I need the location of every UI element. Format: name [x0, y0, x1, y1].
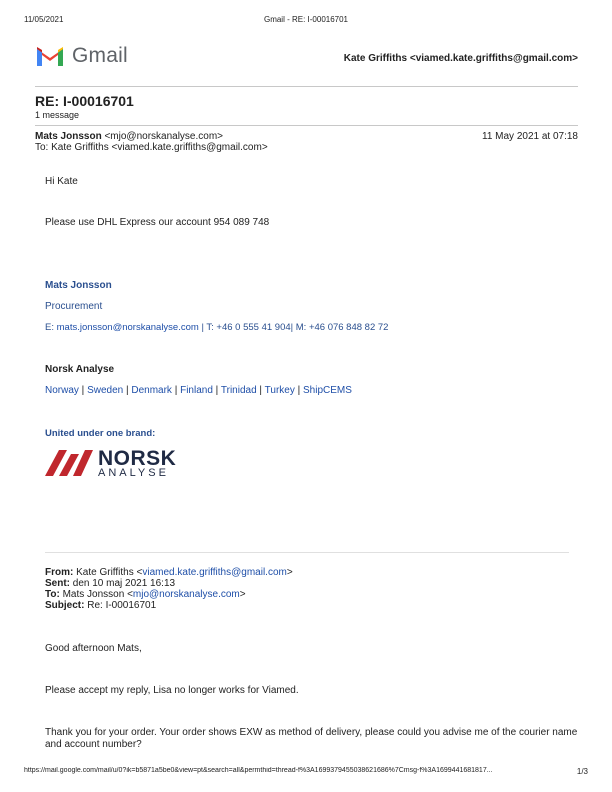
sender [35, 131, 223, 142]
quoted-to-label: To: [45, 589, 60, 600]
quoted-paragraph-2-line-2: and account number? [45, 739, 142, 750]
norsk-logo-line1: NORSK [98, 447, 177, 470]
quoted-sent-value: den 10 maj 2021 16:13 [72, 578, 176, 589]
signature-email-link[interactable]: mats.jonsson@norskanalyse.com [56, 322, 199, 333]
greeting: Hi Kate [45, 176, 78, 187]
quoted-subject [45, 600, 156, 611]
message-date: 11 May 2021 at 07:18 [482, 131, 578, 142]
quoted-from-name: Kate Griffiths < [76, 567, 143, 578]
quoted-subject-value: Re: I-00016701 [87, 600, 157, 611]
quoted-to-close: > [239, 589, 246, 600]
print-url: https://mail.google.com/mail/u/0?ik=b5871a5be0&view=pt&search=all&permthid=thread-f%3A1699379455038621686%7Cmsg-f%3A1699441681817... [24, 767, 493, 774]
gmail-wordmark: Gmail [72, 44, 128, 67]
quoted-paragraph-1: Please accept my reply, Lisa no longer works for Viamed. [45, 685, 299, 696]
location-link-sweden[interactable]: Sweden [87, 385, 124, 396]
signature-name: Mats Jonsson [45, 280, 112, 291]
quoted-sent-label: Sent: [45, 578, 70, 589]
location-link-trinidad[interactable]: Trinidad [220, 385, 257, 396]
signature-role: Procurement [45, 301, 103, 312]
location-link-turkey[interactable]: Turkey [264, 385, 295, 396]
quoted-to-name: Mats Jonsson < [62, 589, 133, 600]
quoted-from-email-link[interactable]: viamed.kate.griffiths@gmail.com [142, 567, 287, 578]
company-name: Norsk Analyse [45, 364, 115, 375]
body-text: Please use DHL Express our account 954 089 748 [45, 217, 270, 228]
gmail-logo[interactable] [35, 44, 65, 73]
location-link-denmark[interactable]: Denmark [131, 385, 172, 396]
print-date: 11/05/2021 [24, 15, 64, 24]
sender-name: Mats Jonsson [35, 131, 102, 142]
recipient-line: To: Kate Griffiths <viamed.kate.griffiths@gmail.com> [35, 142, 268, 153]
gmail-m-icon [35, 44, 65, 68]
quote-divider [45, 552, 569, 553]
header-divider [35, 86, 578, 87]
norsk-analyse-logo[interactable] [45, 448, 95, 483]
quoted-sent [45, 578, 175, 589]
locations-list: Norway | Sweden | Denmark | Finland | Trinidad | Turkey | ShipCEMS [45, 385, 352, 396]
norsk-mark-icon [45, 448, 95, 478]
quoted-from [45, 567, 293, 578]
brand-heading: United under one brand: [45, 428, 156, 439]
location-link-norway[interactable]: Norway [45, 385, 79, 396]
location-link-shipcems[interactable]: ShipCEMS [303, 385, 352, 396]
quoted-from-close: > [286, 567, 293, 578]
signature-contacts [45, 322, 388, 333]
sender-email: <mjo@norskanalyse.com> [104, 131, 224, 142]
quoted-to [45, 589, 246, 600]
quoted-paragraph-2-line-1: Thank you for your order. Your order shows EXW as method of delivery, please could you advise me of the courier name [45, 727, 578, 738]
quoted-from-label: From: [45, 567, 74, 578]
message-count: 1 message [35, 110, 80, 120]
signature-email-prefix: E: [45, 322, 54, 333]
signature-phones: | T: +46 0 555 41 904| M: +46 076 848 82 72 [201, 322, 389, 333]
quoted-to-email-link[interactable]: mjo@norskanalyse.com [132, 589, 240, 600]
page-number: 1/3 [576, 767, 588, 776]
location-link-finland[interactable]: Finland [180, 385, 213, 396]
norsk-logo-line2: ANALYSE [98, 467, 169, 479]
thread-subject: RE: I-00016701 [35, 93, 134, 109]
subject-divider [35, 125, 578, 126]
print-title: Gmail - RE: I-00016701 [263, 15, 349, 24]
account-label: Kate Griffiths <viamed.kate.griffiths@gmail.com> [343, 53, 578, 64]
quoted-subject-label: Subject: [45, 600, 85, 611]
quoted-greeting: Good afternoon Mats, [45, 643, 142, 654]
